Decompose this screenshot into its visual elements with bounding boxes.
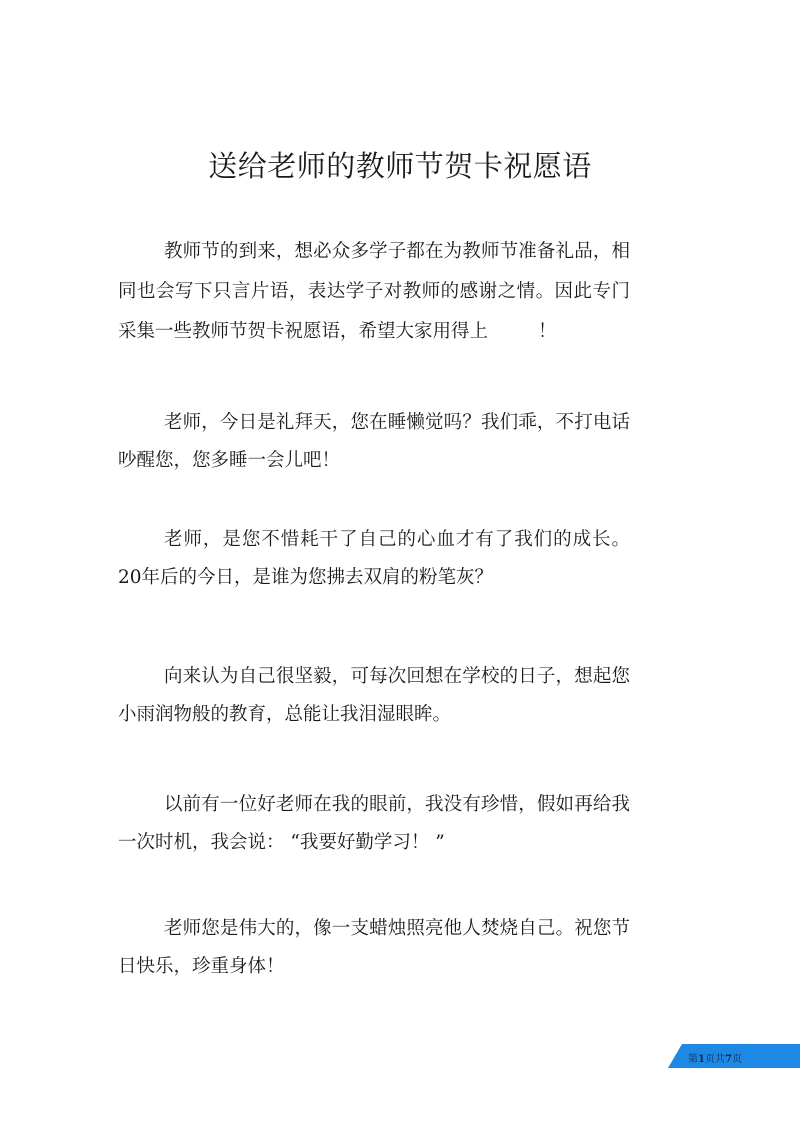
paragraph-intro-text: 教师节的到来，想必众多学子都在为教师节准备礼品，相同也会写下只言片语，表达学子对教师的感谢之情。因此专门采集一些教师节贺卡祝愿语，希望大家用得上 [118, 241, 630, 342]
paragraph-6: 老师您是伟大的，像一支蜡烛照亮他人焚烧自己。祝您节日快乐，珍重身体！ [118, 918, 630, 977]
page-total: 7 [724, 1054, 732, 1065]
paragraph-4: 向来认为自己很坚毅，可每次回想在学校的日子，想起您小雨润物般的教育，总能让我泪湿眼眸。 [118, 666, 630, 725]
page-current: 1 [698, 1054, 705, 1065]
page-suffix: 页 [731, 1054, 742, 1065]
paragraph-3: 老师，是您不惜耗干了自己的心血才有了我们的成长。20年后的今日，是谁为您拂去双肩的粉笔灰？ [118, 529, 630, 588]
paragraph-intro [118, 232, 630, 352]
page-prefix: 第 [688, 1054, 698, 1065]
paragraph-2: 老师，今日是礼拜天，您在睡懒觉吗？我们乖，不打电话吵醒您，您多睡一会儿吧！ [118, 412, 630, 471]
document-title: 送给老师的教师节贺卡祝愿语 [208, 149, 592, 183]
paragraph-5: 以前有一位好老师在我的眼前，我没有珍惜，假如再给我一次时机，我会说： “我要好勤学习！ ” [118, 794, 630, 853]
page-number-label [688, 1050, 742, 1065]
paragraph-intro-ending: ！ [538, 321, 557, 342]
page-middle: 页共 [704, 1054, 725, 1065]
